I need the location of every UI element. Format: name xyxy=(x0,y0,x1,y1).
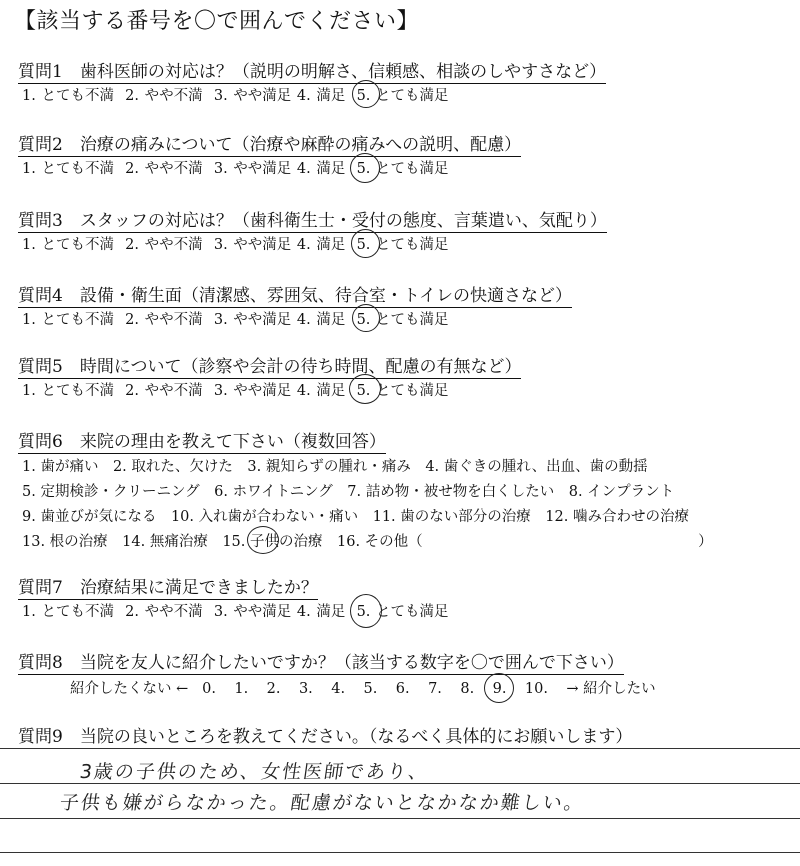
answer-circle-q1[interactable] xyxy=(352,80,380,108)
question-5-title: 質問5 時間について（診察や会計の待ち時間、配慮の有無など） xyxy=(18,357,522,377)
question-4-title: 質問4 設備・衛生面（清潔感、雰囲気、待合室・トイレの快適さなど） xyxy=(18,286,572,306)
question-1-scale: 1. とても不満 2. やや不満 3. やや満足 4. 満足 5. とても満足 xyxy=(22,88,449,104)
question-9-title: 質問9 当院の良いところを教えてください。（なるべく具体的にお願いします） xyxy=(18,727,633,747)
question-5-scale: 1. とても不満 2. やや不満 3. やや満足 4. 満足 5. とても満足 xyxy=(22,383,449,399)
q6-options-line-2: 5. 定期検診・クリーニング 6. ホワイトニング 7. 詰め物・被せ物を白くしたい 8. インプラント xyxy=(22,484,675,500)
answer-circle-q5[interactable] xyxy=(349,374,381,404)
question-2-scale: 1. とても不満 2. やや不満 3. やや満足 4. 満足 5. とても満足 xyxy=(22,161,449,177)
answer-line-4 xyxy=(0,852,800,853)
q8-scale: 紹介したくない ← 0. 1. 2. 3. 4. 5. 6. 7. 8. 9. 10. → 紹介したい xyxy=(70,681,656,697)
answer-line-3 xyxy=(0,818,800,819)
answer-line-1 xyxy=(0,748,800,749)
answer-circle-q8[interactable] xyxy=(484,673,514,703)
q6-options-line-3: 9. 歯並びが気になる 10. 入れ歯が合わない・痛い 11. 歯のない部分の治療 12. 噛み合わせの治療 xyxy=(22,509,689,525)
answer-circle-q2[interactable] xyxy=(350,153,380,183)
question-7-scale: 1. とても不満 2. やや不満 3. やや満足 4. 満足 5. とても満足 xyxy=(22,604,449,620)
question-1-title: 質問1 歯科医師の対応は？（説明の明解さ、信頼感、相談のしやすさなど） xyxy=(18,62,607,82)
handwritten-answer-line-1: 3歳の子供のため、女性医師であり、 xyxy=(78,761,431,783)
answer-circle-q3[interactable] xyxy=(351,229,380,258)
q6-options-line-4: 13. 根の治療 14. 無痛治療 15. 子供の治療 16. その他（ ） xyxy=(22,534,713,550)
answer-circle-q6[interactable] xyxy=(247,526,279,554)
answer-circle-q7[interactable] xyxy=(350,594,382,628)
question-6-title: 質問6 来院の理由を教えて下さい（複数回答） xyxy=(18,432,386,452)
q6-options-line-1: 1. 歯が痛い 2. 取れた、欠けた 3. 親知らずの腫れ・痛み 4. 歯ぐきの腫れ、出血、歯の動揺 xyxy=(22,459,648,475)
form-header: 【該当する番号を〇で囲んでください】 xyxy=(14,9,420,34)
question-3-title: 質問3 スタッフの対応は？（歯科衛生士・受付の態度、言葉遣い、気配り） xyxy=(18,211,607,231)
question-3-scale: 1. とても不満 2. やや不満 3. やや満足 4. 満足 5. とても満足 xyxy=(22,237,449,253)
question-4-scale: 1. とても不満 2. やや不満 3. やや満足 4. 満足 5. とても満足 xyxy=(22,312,449,328)
question-8-title: 質問8 当院を友人に紹介したいですか？（該当する数字を〇で囲んで下さい） xyxy=(18,653,624,673)
answer-circle-q4[interactable] xyxy=(352,304,380,332)
question-2-title: 質問2 治療の痛みについて（治療や麻酔の痛みへの説明、配慮） xyxy=(18,135,522,155)
handwritten-answer-line-2: 子供も嫌がらなかった。配慮がないとなかなか難しい。 xyxy=(58,792,587,814)
question-7-title: 質問7 治療結果に満足できましたか？ xyxy=(18,578,318,598)
